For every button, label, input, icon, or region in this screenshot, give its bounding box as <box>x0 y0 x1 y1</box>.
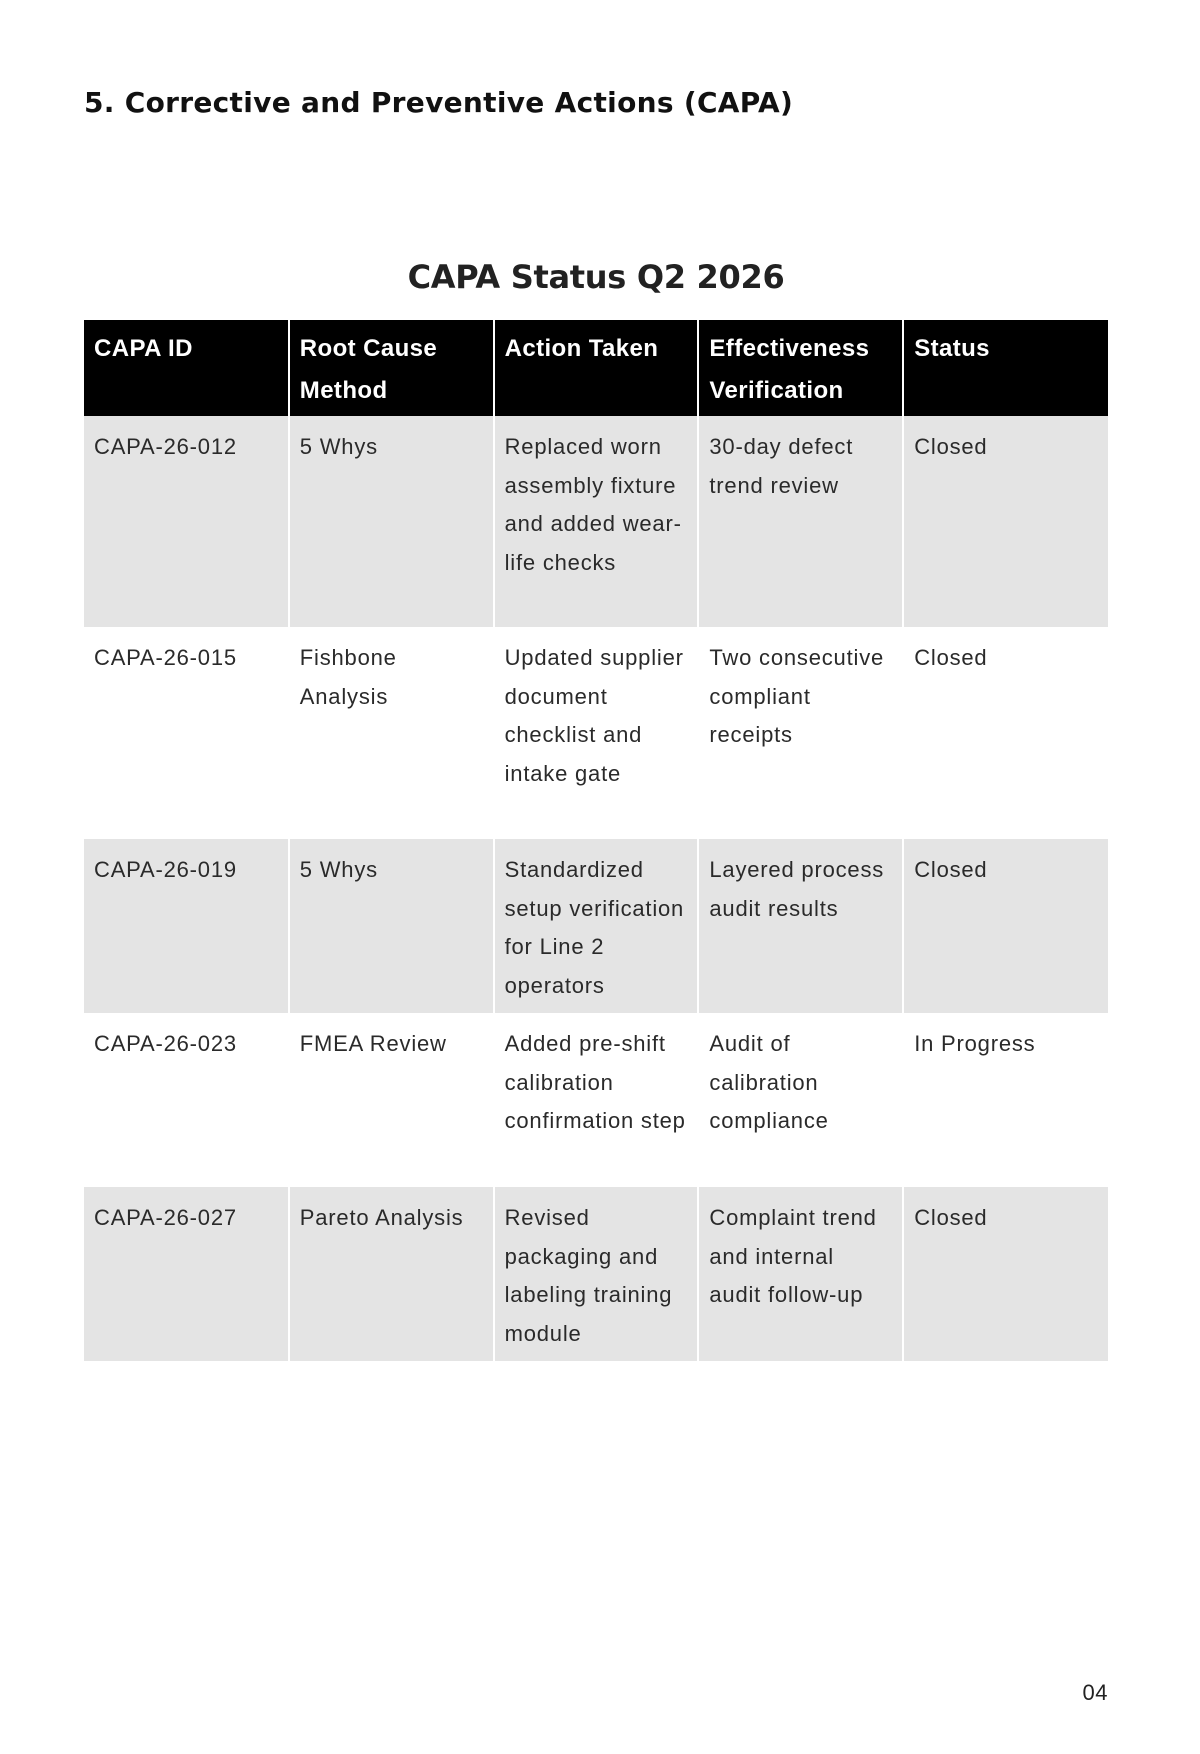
capa-status-table <box>84 320 1108 1361</box>
table-row <box>84 1013 1108 1187</box>
cell-effectiveness-verification: Layered process audit results <box>698 839 903 1013</box>
cell-status: Closed <box>903 839 1108 1013</box>
header-action-taken: Action Taken <box>494 320 699 416</box>
cell-action-taken: Added pre-shift calibration confirmation step <box>494 1013 699 1187</box>
header-status: Status <box>903 320 1108 416</box>
header-root-cause-method: Root Cause Method <box>289 320 494 416</box>
page-number: 04 <box>1082 1680 1108 1705</box>
cell-root-cause-method: FMEA Review <box>289 1013 494 1187</box>
cell-root-cause-method: 5 Whys <box>289 416 494 627</box>
cell-status: In Progress <box>903 1013 1108 1187</box>
cell-capa-id: CAPA-26-027 <box>84 1187 289 1361</box>
cell-effectiveness-verification: Two consecutive compliant receipts <box>698 627 903 839</box>
table-row <box>84 1187 1108 1361</box>
table-row <box>84 839 1108 1013</box>
cell-capa-id: CAPA-26-015 <box>84 627 289 839</box>
cell-status: Closed <box>903 1187 1108 1361</box>
section-heading: 5. Corrective and Preventive Actions (CAPA) <box>84 86 794 119</box>
cell-action-taken: Standardized setup verification for Line 2 operators <box>494 839 699 1013</box>
cell-action-taken: Updated supplier document checklist and intake gate <box>494 627 699 839</box>
cell-capa-id: CAPA-26-023 <box>84 1013 289 1187</box>
table-title: CAPA Status Q2 2026 <box>407 258 785 296</box>
cell-capa-id: CAPA-26-019 <box>84 839 289 1013</box>
cell-root-cause-method: 5 Whys <box>289 839 494 1013</box>
table-row <box>84 627 1108 839</box>
header-effectiveness-verification: Effectiveness Verification <box>698 320 903 416</box>
cell-root-cause-method: Fishbone Analysis <box>289 627 494 839</box>
cell-effectiveness-verification: Audit of calibration compliance <box>698 1013 903 1187</box>
table-row <box>84 416 1108 627</box>
cell-effectiveness-verification: 30-day defect trend review <box>698 416 903 627</box>
cell-status: Closed <box>903 627 1108 839</box>
table-header-row <box>84 320 1108 416</box>
cell-effectiveness-verification: Complaint trend and internal audit follow-up <box>698 1187 903 1361</box>
cell-root-cause-method: Pareto Analysis <box>289 1187 494 1361</box>
header-capa-id: CAPA ID <box>84 320 289 416</box>
cell-action-taken: Revised packaging and labeling training module <box>494 1187 699 1361</box>
cell-capa-id: CAPA-26-012 <box>84 416 289 627</box>
cell-action-taken: Replaced worn assembly fixture and added wear-life checks <box>494 416 699 627</box>
cell-status: Closed <box>903 416 1108 627</box>
